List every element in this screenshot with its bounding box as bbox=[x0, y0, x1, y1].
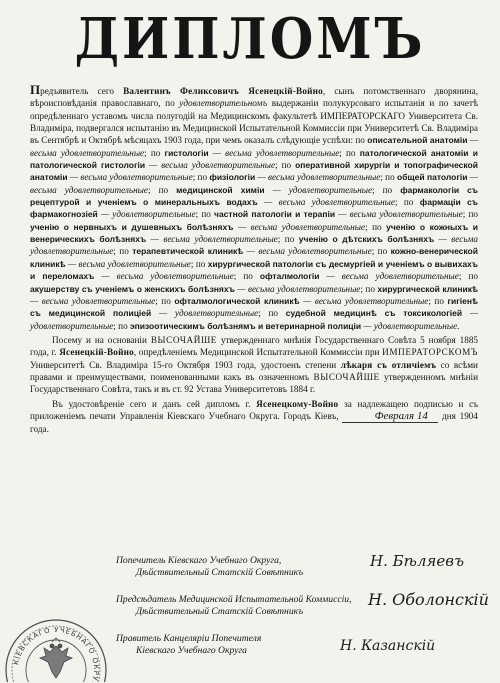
text-run: ; по bbox=[365, 221, 387, 232]
subject: офталмологической клиникѣ bbox=[174, 295, 300, 306]
handwritten-signature-1: Н. Бѣляевъ bbox=[370, 552, 464, 570]
grade: — удовлетворительные bbox=[264, 184, 373, 195]
grade: — весьма удовлетворительные bbox=[234, 283, 361, 294]
subject: кожно-венерической клиникѣ bbox=[30, 246, 478, 269]
grade: — весьма удовлетворительные bbox=[299, 295, 429, 306]
grade: — весьма удовлетворительные bbox=[319, 271, 459, 282]
grade: — весьма удовлетворительные bbox=[67, 172, 193, 183]
eagle-emblem-icon bbox=[40, 638, 72, 678]
text-run: ; по bbox=[233, 271, 260, 282]
text-run: ; по bbox=[258, 308, 286, 319]
grade: удовлетворительномъ bbox=[179, 98, 268, 109]
subject: хирургической патологіи съ десмургіей и ученіемъ о вывихахъ и переломахъ bbox=[30, 258, 478, 282]
signatory-title: Предсѣдатель Медицинской Испытательной Коммиссіи, bbox=[116, 594, 352, 605]
grade: — удовлетворительные bbox=[151, 308, 259, 319]
text-run: дня 1904 года. bbox=[30, 410, 478, 434]
text-run: утвержденномъ мнѣніи Государственнаго Совѣта, такъ и въ ст. 92 Устава Университетовъ 1884 г. bbox=[30, 371, 478, 395]
grade: — весьма удовлетворительные bbox=[335, 209, 463, 220]
subject: фармакологіи съ рецептурой и ученіемъ о минеральныхъ водахъ bbox=[30, 184, 478, 208]
district-seal bbox=[0, 582, 112, 682]
subject: терапевтической клиникѣ bbox=[132, 246, 244, 257]
text-run: ; по bbox=[192, 172, 210, 183]
text-run: ; по bbox=[147, 184, 177, 195]
text-run: ; по bbox=[339, 147, 360, 158]
subject: ученію о нервныхъ и душевныхъ болѣзняхъ bbox=[30, 221, 234, 232]
grade: — удовлетворительные bbox=[30, 308, 478, 331]
text-run: ; по bbox=[277, 234, 299, 245]
handwritten-signature-2: Н. Оболонскій bbox=[368, 590, 489, 609]
text-run: ; по bbox=[113, 246, 133, 257]
grade: — удовлетворительные bbox=[361, 320, 458, 331]
grade: — весьма удовлетворительные bbox=[146, 234, 278, 245]
degree-title: лѣкаря съ отличіемъ bbox=[340, 359, 437, 370]
text-run: ; по bbox=[380, 172, 398, 183]
subject: общей патологіи bbox=[397, 172, 468, 183]
text-run: ; по bbox=[458, 271, 478, 282]
text-run: , сынъ потомственнаго дворянина, вѣроисповѣданія православнаго, по bbox=[30, 86, 479, 109]
paragraph-exam-results bbox=[30, 84, 478, 332]
text-run: ВЫСОЧАЙШЕ bbox=[313, 371, 380, 382]
subject: судебной медицинѣ съ токсикологіей bbox=[285, 308, 463, 319]
text-run: ; по bbox=[155, 295, 175, 306]
signatory-title: Попечитель Кіевскаго Учебнаго Округа, bbox=[116, 555, 282, 566]
text-run: ; по bbox=[190, 258, 208, 269]
handwritten-date: Февраля 14 bbox=[342, 411, 438, 423]
signatory-rank: Дѣйствительный Статскій Совѣтникъ bbox=[136, 567, 304, 578]
text-run: . bbox=[457, 320, 460, 331]
subject: физіологіи bbox=[209, 172, 256, 183]
grade: — весьма удовлетворительные bbox=[30, 172, 478, 195]
paragraph-degree-award bbox=[30, 334, 478, 396]
signatory-commission-chair bbox=[116, 594, 366, 618]
text-run: ; по bbox=[372, 184, 401, 195]
grade: — весьма удовлетворительные bbox=[145, 160, 276, 171]
document-title: ДИПЛОМЪ bbox=[74, 5, 426, 72]
drop-cap: П bbox=[30, 82, 41, 97]
grade: — весьма удовлетворительные bbox=[65, 258, 191, 269]
graduate-name: Валентинъ Феликсовичъ Ясенецкій-Войно bbox=[123, 86, 323, 96]
grade: — весьма удовлетворительные bbox=[30, 135, 478, 158]
subject: гигіенѣ съ медицинской полиціей bbox=[30, 295, 478, 319]
grade: — удовлетворительные bbox=[97, 209, 196, 220]
seal-text-path: КІЕВСКАГО УЧЕБНАГО ОКРУ bbox=[12, 625, 101, 682]
subject: хирургической клиникѣ bbox=[377, 283, 478, 294]
signatory-office: Кіевскаго Учебнаго Округа bbox=[136, 645, 247, 656]
text-run: , опредѣленіемъ Медицинской Испытательной Коммиссіи при bbox=[133, 347, 383, 358]
text-run: за надлежащею подписью и съ приложеніемъ печати Управленія Кіевскаго Учебнаго Округа. Городъ Кіевъ, bbox=[30, 398, 478, 421]
text-run: Университетѣ Св. Владиміра 15-го Октября 1903 года, удостоенъ степени bbox=[30, 359, 341, 370]
text-run: ; по bbox=[113, 320, 130, 331]
grade: — весьма удовлетворительные bbox=[30, 295, 156, 306]
grade: — весьма удовлетворительные bbox=[255, 172, 381, 183]
subject: оперативной хирургіи и топографической анатоміи bbox=[30, 160, 478, 183]
signatory-trustee bbox=[116, 555, 366, 579]
text-run: ; по bbox=[360, 283, 378, 294]
subject: офталмологіи bbox=[259, 271, 320, 282]
subject: медицинской химіи bbox=[176, 184, 265, 195]
subject: акушерству съ ученіемъ о женскихъ болѣзняхъ bbox=[30, 283, 235, 294]
text-run: утвержденнаго мнѣнія Государственнаго Совѣта 5 ноября 1885 года, г. bbox=[30, 334, 479, 358]
subject: фармаціи съ фармакогнозіей bbox=[30, 197, 478, 220]
grade: — весьма удовлетворительные bbox=[94, 271, 234, 282]
text-run: ; по bbox=[394, 197, 420, 208]
text-run: ВЫСОЧАЙШЕ bbox=[150, 334, 218, 345]
signatory-rank: Дѣйствительный Статскій Совѣтникъ bbox=[136, 606, 304, 617]
graduate-surname: Ясенецкому-Войно bbox=[256, 398, 339, 409]
text-run: ; по bbox=[462, 209, 478, 220]
subject: ученію о дѣтскихъ болѣзняхъ bbox=[298, 234, 435, 245]
subject: патологической анатоміи и патологической гистологіи bbox=[30, 147, 478, 171]
text-run: со всѣми правами и преимуществами, поименованными какъ въ означенномъ bbox=[30, 359, 478, 382]
text-run: ; по bbox=[371, 246, 391, 257]
text-run: ; по bbox=[428, 295, 448, 306]
diploma-body bbox=[30, 84, 478, 435]
text-run: ИМПЕРАТОРСКОМЪ bbox=[382, 347, 478, 358]
text-run: Въ удостовѣреніе сего и данъ сей дипломъ г. bbox=[52, 398, 257, 409]
handwritten-signature-3: Н. Казанскій bbox=[340, 638, 436, 654]
grade: — весьма удовлетворительные bbox=[208, 147, 340, 158]
signatory-title: Правитель Канцеляріи Попечителя bbox=[116, 633, 262, 644]
text-run: Посему и на основаніи bbox=[52, 334, 151, 345]
grade: — весьма удовлетворительные bbox=[257, 197, 395, 208]
text-run: выдержаніи полукурсоваго испытанія и по зачетѣ опредѣленнаго уставомъ числа полугодій на Медицинскомъ факультетѣ ИМПЕРАТОРСКАГО Университета Св. Владиміра, подвергался испытанію въ Медицинской Испытательной Коммиссіи при Университетѣ Св. Владиміра въ Сентябрѣ и Октябрѣ мѣсяцахъ 1903 года, при чемъ оказалъ слѣдующіе успѣхи: по bbox=[30, 98, 479, 146]
subject: эпизоотическимъ болѣзнямъ и ветеринарной полиціи bbox=[129, 320, 362, 331]
text-run: ; по bbox=[275, 160, 296, 171]
subject: ученію о кожныхъ и венерическихъ болѣзняхъ bbox=[30, 221, 478, 245]
grade: — весьма удовлетворительные bbox=[30, 234, 478, 257]
signatory-chancellery-head bbox=[116, 633, 366, 657]
grade: — весьма удовлетворительные bbox=[243, 246, 372, 257]
graduate-surname: Ясенецкій-Войно bbox=[59, 347, 134, 358]
subject: гистологіи bbox=[164, 147, 209, 158]
text-run: редъявитель сего bbox=[40, 86, 124, 96]
subject: описательной анатоміи bbox=[367, 135, 468, 146]
paragraph-certification bbox=[30, 398, 478, 436]
subject: частной патологіи и терапіи bbox=[214, 209, 336, 220]
grade: — весьма удовлетворительные bbox=[233, 221, 366, 232]
text-run: ; по bbox=[195, 209, 215, 220]
text-run: ; по bbox=[144, 147, 165, 158]
